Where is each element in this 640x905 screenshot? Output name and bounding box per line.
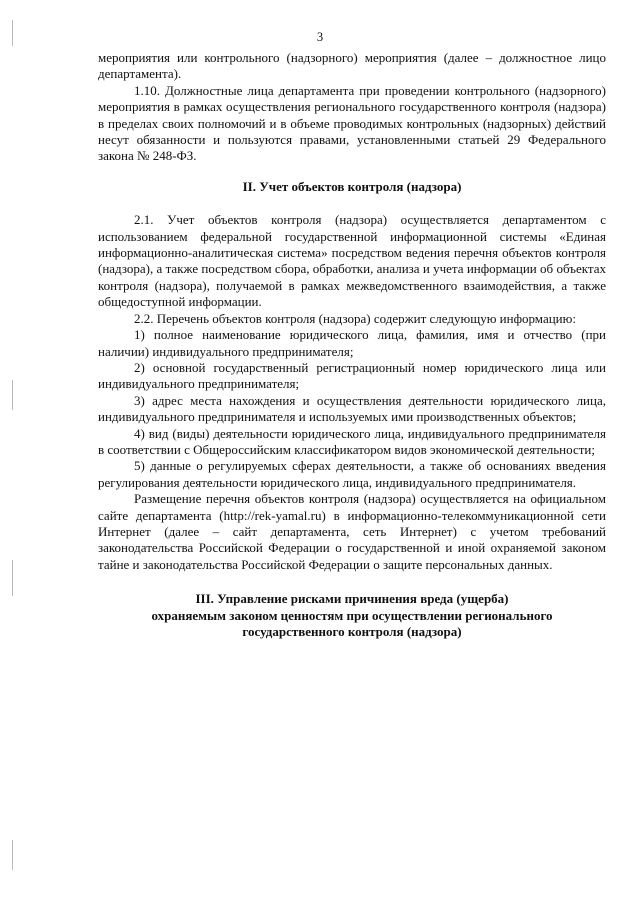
scan-edge-mark	[12, 560, 13, 596]
list-item-4: 4) вид (виды) деятельности юридического лица, индивидуального предпринимателя в соответствии с Общероссийским классификатором видов экономической деятельности;	[98, 425, 606, 457]
paragraph-2-2: 2.2. Перечень объектов контроля (надзора) содержит следующую информацию:	[134, 310, 576, 326]
paragraph-1-10: 1.10. Должностные лица департамента при проведении контрольного (надзорного) мероприятия в рамках осуществления регионального государственного контроля (надзора) в пределах своих полномочий и в объеме проводимых контрольных (надзорных) действий несут обязанности и пользуются правами, установленными статьей 29 Федерального закона № 248-ФЗ.	[98, 82, 606, 164]
list-item-1: 1) полное наименование юридического лица, фамилия, имя и отчество (при наличии) индивидуального предпринимателя;	[98, 327, 606, 359]
list-item-2: 2) основной государственный регистрационный номер юридического лица или индивидуального предпринимателя;	[98, 359, 606, 392]
scan-edge-mark	[12, 840, 13, 870]
section-heading-iii	[98, 591, 606, 640]
heading-line: государственного контроля (надзора)	[242, 624, 462, 639]
heading-line: охраняемым законом ценностям при осуществлении регионального	[151, 607, 553, 623]
paragraph-continuation: мероприятия или контрольного (надзорного) мероприятия (далее – должностное лицо департамента).	[98, 50, 606, 82]
heading-line: III. Управление рисками причинения вреда (ущерба)	[195, 591, 509, 607]
paragraph-2-1: 2.1. Учет объектов контроля (надзора) осуществляется департаментом с использованием федеральной государственной информационной системы «Единая информационно-аналитическая система» посредством ведения перечня объектов контроля (надзора), а также посредством сбора, обработки, анализа и учета информации об объектах контроля (надзора), получаемой в рамках межведомственного взаимодействия, а также общедоступной информации.	[98, 212, 606, 310]
list-item-5: 5) данные о регулируемых сферах деятельности, а также об основаниях введения регулирования деятельности юридического лица, индивидуального предпринимателя.	[98, 458, 606, 490]
document-body	[98, 50, 606, 640]
paragraph-publication: Размещение перечня объектов контроля (надзора) осуществляется на официальном сайте департамента (http://rek-yamal.ru) в информационно-телекоммуникационной сети Интернет (далее – сайт департамента, сеть Интернет) с учетом требований законодательства Российской Федерации о государственной и иной охраняемой законом тайне и законодательства Российской Федерации о защите персональных данных.	[98, 491, 606, 572]
section-heading-ii: II. Учет объектов контроля (надзора)	[242, 178, 462, 194]
scan-edge-mark	[12, 380, 13, 410]
page-number: 3	[316, 30, 324, 44]
list-item-3: 3) адрес места нахождения и осуществления деятельности юридического лица, индивидуального предпринимателя и используемых ими производственных объектов;	[98, 392, 606, 425]
